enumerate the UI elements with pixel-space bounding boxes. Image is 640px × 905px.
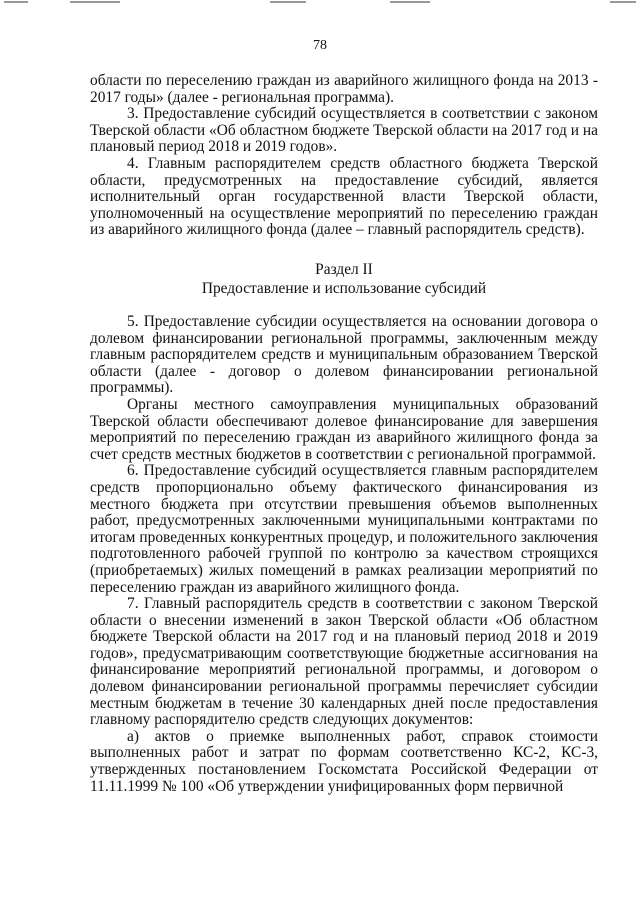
- section-title: Предоставление и использование субсидий: [201, 279, 487, 297]
- paragraph-5: 5. Предоставление субсидии осуществляется на основании договора о долевом финансировании региональной программы, заключенным между главным распорядителем средств и муниципальным образованием Тверской области (далее - договор о долевом финансировании региональной программы).: [90, 313, 598, 397]
- paragraph-continuation: области по переселению граждан из аварийного жилищного фонда на 2013 - 2017 годы» (далее - региональная программа).: [90, 72, 598, 106]
- section-heading: [90, 262, 598, 297]
- text-block-top: [90, 73, 598, 239]
- scan-edge: [0, 0, 640, 4]
- paragraph-7a: а) актов о приемке выполненных работ, справок стоимости выполненных работ и затрат по формам соответственно КС-2, КС-3, утвержденных постановлением Госкомстата Российской Федерации от 11.11.1999 № 100 «Об утверждении унифицированных форм первичной: [90, 727, 598, 795]
- paragraph-local-governments: Органы местного самоуправления муниципальных образований Тверской области обеспечивают долевое финансирование для завершения мероприятий по переселению граждан из аварийного жилищного фонда за счет средств местных бюджетов в соответствии с региональной программой.: [90, 395, 598, 463]
- paragraph-3: 3. Предоставление субсидий осуществляется в соответствии с законом Тверской области «Об областном бюджете Тверской области на 2017 год и на плановый период 2018 и 2019 годов».: [90, 105, 598, 156]
- paragraph-7: 7. Главный распорядитель средств в соответствии с законом Тверской области о внесении изменений в закон Тверской области «Об областном бюджете Тверской области на 2017 год и на плановый период 2018 и 2019 годов», предусматривающим соответствующие бюджетные ассигнования на финансирование мероприятий региональной программы, и договором о долевом финансировании региональной программы перечисляет субсидии местным бюджетам в течение 30 календарных дней после предоставления главному распорядителю средств следующих документов:: [90, 595, 598, 729]
- page-number: 78: [313, 38, 327, 53]
- paragraph-4: 4. Главным распорядителем средств областного бюджета Тверской области, предусмотренных на предоставление субсидий, является исполнительный орган государственной власти Тверской области, уполномоченный на осуществление мероприятий по переселению граждан из аварийного жилищного фонда (далее – главный распорядитель средств).: [90, 154, 598, 239]
- section-label: Раздел II: [315, 261, 373, 278]
- paragraph-6: 6. Предоставление субсидий осуществляется главным распорядителем средств пропорционально объему фактического финансирования из местного бюджета при отсутствии превышения объемов выполненных работ, предусмотренных заключенными муниципальными контрактами по итогам проведенных конкурентных процедур, и положительного заключения подготовленного рабочей группой по контролю за качеством строящихся (приобретаемых) жилых помещений в рамках реализации мероприятий по переселению граждан из аварийного жилищного фонда.: [90, 462, 598, 596]
- text-block-main: [90, 314, 598, 795]
